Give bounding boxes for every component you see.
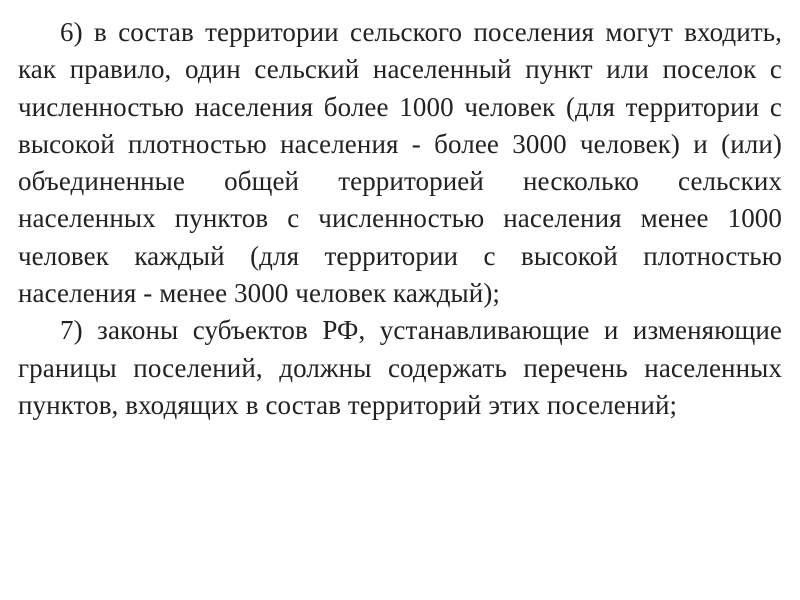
paragraph-item-7: 7) законы субъектов РФ, устанавливающие и изменяющие границы поселений, должны содержать перечень населенных пунктов, входящих в состав территорий этих поселений; [18, 315, 782, 420]
paragraph-item-6: 6) в состав территории сельского поселения могут входить, как правило, один сельский населенный пункт или поселок с численностью населения более 1000 человек (для территории с высокой плотностью населения - более 3000 человек) и (или) объединенные общей территорией несколько сельских населенных пунктов с численностью населения менее 1000 человек каждый (для территории с высокой плотностью населения - менее 3000 человек каждый); [18, 17, 782, 309]
